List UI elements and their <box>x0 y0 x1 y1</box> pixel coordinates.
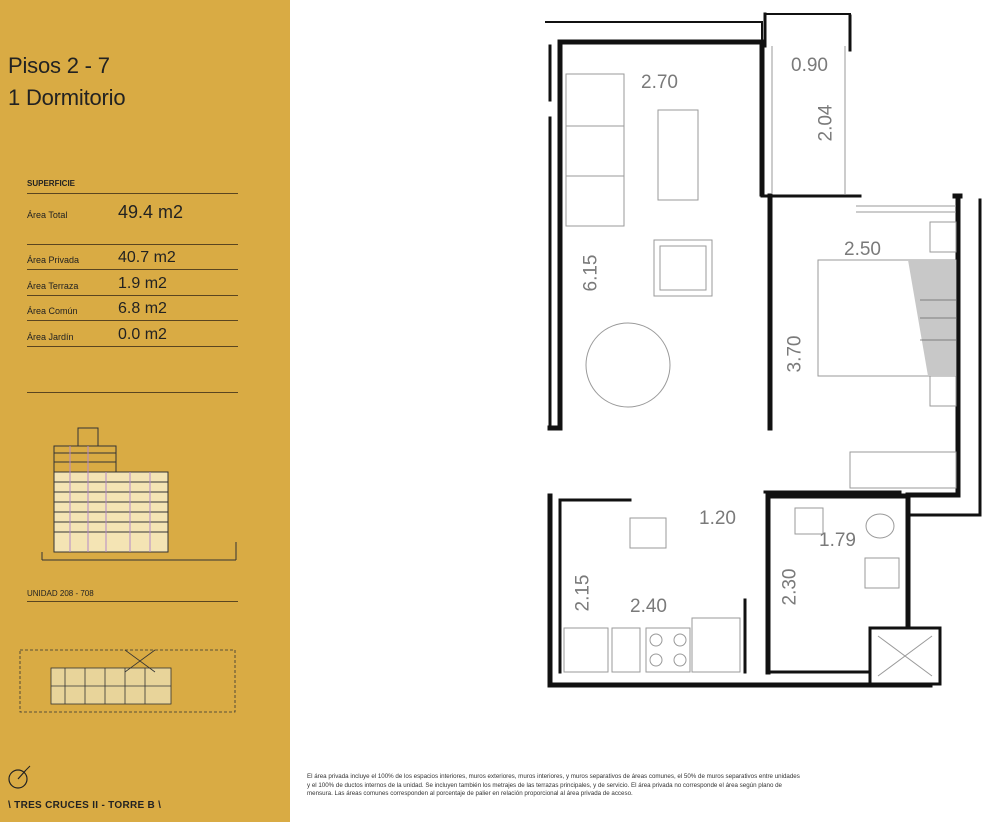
dim-bedroom-width: 2.50 <box>844 239 881 260</box>
dim-kitchen-depth: 2.15 <box>572 574 594 612</box>
unit-label: UNIDAD 208 - 708 <box>27 589 94 598</box>
area-common-value: 6.8 m2 <box>118 300 167 317</box>
divider <box>27 392 238 393</box>
dim-bath-width: 1.79 <box>819 530 856 551</box>
dim-bedroom-length: 3.70 <box>784 335 806 373</box>
dim-living-length: 6.15 <box>580 254 602 292</box>
area-total-value: 49.4 m2 <box>118 202 184 222</box>
divider <box>27 193 238 194</box>
area-private-label: Área Privada <box>27 255 80 265</box>
dim-hall-width: 1.20 <box>699 508 736 529</box>
surface-heading: SUPERFICIE <box>27 179 76 188</box>
divider <box>27 244 238 245</box>
area-common-label: Área Común <box>27 306 78 316</box>
divider <box>27 320 238 321</box>
dim-balcony-width: 0.90 <box>791 55 828 76</box>
dim-living-width: 2.70 <box>641 72 678 93</box>
dim-kitchen-width: 2.40 <box>630 596 667 617</box>
divider <box>27 269 238 270</box>
area-private-value: 40.7 m2 <box>118 249 176 266</box>
unit-type-title: 1 Dormitorio <box>8 85 126 110</box>
area-terrace-label: Área Terraza <box>27 281 79 291</box>
building-elevation-diagram <box>40 420 240 570</box>
divider <box>27 601 238 602</box>
area-garden-label: Área Jardín <box>27 332 74 342</box>
area-footnote: El área privada incluye el 100% de los espacios interiores, muros exteriores, muros interiores, y muros separativos de áreas comunes, el 50% de muros separativos entre unidades y el 100% de ductos internos de la unidad. Se incluyen también los metrajes de las terrazas principales, y de servicio. El área privada no corresponde el área según plano de mensura. Las áreas comunes corresponden al porcentaje de palier en relación proporcional al área privada de acceso. <box>307 773 800 797</box>
divider <box>27 295 238 296</box>
dim-balcony-depth: 2.04 <box>815 104 837 142</box>
project-brand: \ TRES CRUCES II - TORRE B \ <box>8 800 162 811</box>
floor-key-plan <box>15 642 245 722</box>
floor-range-title: Pisos 2 - 7 <box>8 53 110 78</box>
area-garden-value: 0.0 m2 <box>118 326 167 343</box>
area-total-label: Área Total <box>27 210 68 220</box>
north-compass-icon <box>6 764 34 792</box>
info-sidebar <box>0 0 290 822</box>
divider <box>27 346 238 347</box>
dim-bath-length: 2.30 <box>779 568 801 606</box>
area-terrace-value: 1.9 m2 <box>118 275 167 292</box>
floor-plan-drawing <box>540 0 994 700</box>
